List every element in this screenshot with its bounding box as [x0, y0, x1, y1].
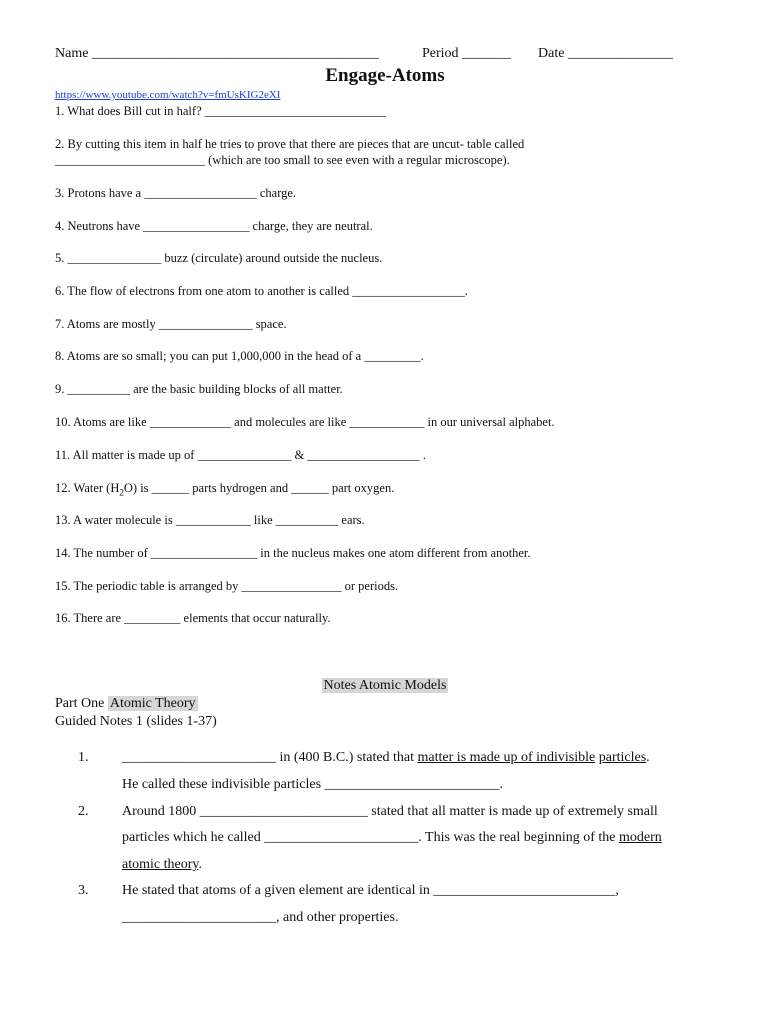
question-10: 10. Atoms are like _____________ and molecules are like ____________ in our universal alphabet. [55, 415, 555, 429]
question-5: 5. _______________ buzz (circulate) around outside the nucleus. [55, 251, 383, 265]
guided-notes-label: Guided Notes 1 (slides 1-37) [55, 714, 217, 729]
question-14: 14. The number of _________________ in the nucleus makes one atom different from another. [55, 546, 531, 560]
notes-item-1-text-a: ______________________ in (400 B.C.) stated that [122, 750, 418, 765]
question-16: 16. There are _________ elements that occur naturally. [55, 611, 331, 625]
notes-item-3-line-2: ______________________, and other properties. [122, 910, 399, 925]
notes-item-2-period: . [198, 857, 202, 872]
name-field-label: Name _________________________________________ [55, 46, 379, 61]
question-3: 3. Protons have a __________________ charge. [55, 186, 297, 200]
question-12 [55, 481, 394, 498]
question-1: 1. What does Bill cut in half? _____________________________ [55, 104, 386, 118]
question-11: 11. All matter is made up of _______________ & __________________ . [55, 448, 427, 462]
video-link[interactable]: https://www.youtube.com/watch?v=fmUsKIG2eXI [55, 89, 281, 101]
question-4: 4. Neutrons have _________________ charge, they are neutral. [55, 219, 373, 233]
question-2-line-2: ________________________ (which are too small to see even with a regular microscope). [55, 153, 510, 167]
question-7: 7. Atoms are mostly _______________ space. [55, 317, 287, 331]
period-field-label: Period _______ [422, 46, 512, 61]
notes-item-3-line-1: He stated that atoms of a given element are identical in __________________________, [122, 883, 619, 898]
question-9: 9. __________ are the basic building blocks of all matter. [55, 382, 343, 396]
question-15: 15. The periodic table is arranged by ________________ or periods. [55, 579, 399, 593]
date-field-label: Date _______________ [538, 46, 673, 61]
notes-item-2-line-2 [122, 830, 662, 846]
notes-item-2-line-1: Around 1800 ________________________ stated that all matter is made up of extremely small [122, 804, 658, 819]
notes-item-1-underlined-b: particles [598, 750, 647, 765]
question-12-subscript: 2 [119, 487, 124, 498]
notes-item-1-line-1 [122, 750, 650, 766]
question-6: 6. The flow of electrons from one atom to another is called __________________. [55, 284, 468, 298]
notes-item-2-number: 2. [78, 804, 89, 819]
notes-item-2-text: particles which he called ______________________. This was the real beginning of the [122, 830, 620, 845]
notes-item-1-number: 1. [78, 750, 89, 765]
page-title: Engage-Atoms [325, 65, 445, 86]
notes-item-2-underlined-2: atomic theory [122, 857, 199, 872]
notes-item-1-line-2: He called these indivisible particles _________________________. [122, 777, 504, 792]
notes-item-1-underlined-a: matter is made up of indivisible [417, 750, 596, 765]
question-2-line-1: 2. By cutting this item in half he tries to prove that there are pieces that are uncut- table called [55, 137, 525, 151]
notes-heading [0, 678, 770, 694]
part-one-highlight: Atomic Theory [109, 696, 196, 711]
question-13: 13. A water molecule is ____________ like __________ ears. [55, 513, 365, 527]
part-one-prefix: Part One [55, 696, 108, 711]
question-12-text: 12. Water (H [55, 481, 120, 495]
notes-item-3-number: 3. [78, 883, 89, 898]
notes-item-1-period: . [646, 750, 650, 765]
question-8: 8. Atoms are so small; you can put 1,000,000 in the head of a _________. [55, 349, 424, 363]
notes-item-2-underlined: modern [619, 830, 662, 845]
notes-heading-text: Notes Atomic Models [323, 678, 447, 693]
question-12-rest: O) is ______ parts hydrogen and ______ part oxygen. [123, 481, 395, 495]
part-one-label [55, 696, 198, 712]
notes-item-2-line-3 [122, 857, 202, 873]
